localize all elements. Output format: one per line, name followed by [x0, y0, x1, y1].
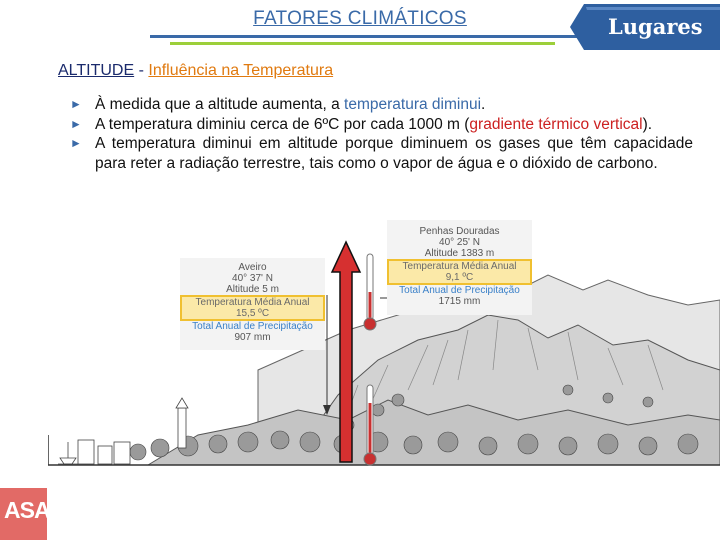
aveiro-place: Aveiro: [238, 262, 267, 273]
thermometer-icon: [363, 252, 377, 332]
aveiro-latitude: 40° 37' N: [232, 273, 273, 284]
aveiro-rain-value: 907 mm: [234, 332, 271, 343]
bullet-item: [70, 134, 693, 173]
section-subtitle: [58, 62, 333, 80]
aveiro-climate-card: [180, 258, 325, 350]
bullet-arrow-icon: ►: [70, 116, 82, 131]
penhas-rain-value: 1715 mm: [438, 296, 481, 307]
aveiro-temp-highlight: [180, 295, 325, 321]
penhas-douradas-climate-card: [387, 220, 532, 315]
penhas-temp-label: Temperatura Média Anual: [402, 261, 517, 272]
thermometer-icon: [363, 383, 377, 467]
bullet-item: [70, 115, 693, 135]
aveiro-altitude: Altitude 5 m: [226, 284, 279, 295]
subtitle-subtopic: Influência na Temperatura: [148, 62, 334, 79]
bullet-arrow-icon: ►: [70, 136, 82, 150]
title-underline-green: [170, 42, 555, 45]
brand-logo: Lugares: [608, 14, 703, 39]
altitude-illustration: [48, 220, 720, 470]
aveiro-temp-value: 15,5 ºC: [235, 308, 270, 319]
bullet-text-end: ).: [642, 115, 653, 133]
aveiro-rain-label: Total Anual de Precipitação: [192, 321, 313, 332]
penhas-place: Penhas Douradas: [419, 226, 500, 237]
bullet-text: A temperatura diminui em altitude porque diminuem os gases que têm capacidade para reter a radiação terrestre, tais como o vapor de água e o dióxido de carbono.: [95, 135, 693, 172]
publisher-logo: ASA: [4, 497, 50, 523]
bullet-arrow-icon: ►: [70, 97, 82, 111]
subtitle-topic: ALTITUDE: [58, 62, 135, 79]
penhas-temp-highlight: [387, 259, 532, 285]
bullet-highlight: temperatura diminui: [344, 96, 482, 113]
title-underline-blue: [150, 35, 580, 38]
penhas-latitude: 40° 25' N: [439, 237, 480, 248]
page-title: FATORES CLIMÁTICOS: [253, 8, 467, 29]
bullet-text: A temperatura diminiu cerca de 6ºC por cada 1000 m (: [95, 115, 470, 133]
bullet-list: [70, 95, 693, 173]
penhas-temp-value: 9,1 ºC: [445, 272, 474, 283]
bullet-text: À medida que a altitude aumenta, a: [95, 96, 345, 113]
aveiro-temp-label: Temperatura Média Anual: [195, 297, 310, 308]
penhas-altitude: Altitude 1383 m: [424, 248, 495, 259]
bullet-item: [70, 95, 693, 115]
subtitle-separator: -: [134, 62, 149, 79]
bullet-highlight: gradiente térmico vertical: [469, 115, 643, 133]
bullet-text-end: .: [481, 96, 486, 113]
penhas-rain-label: Total Anual de Precipitação: [399, 285, 520, 296]
